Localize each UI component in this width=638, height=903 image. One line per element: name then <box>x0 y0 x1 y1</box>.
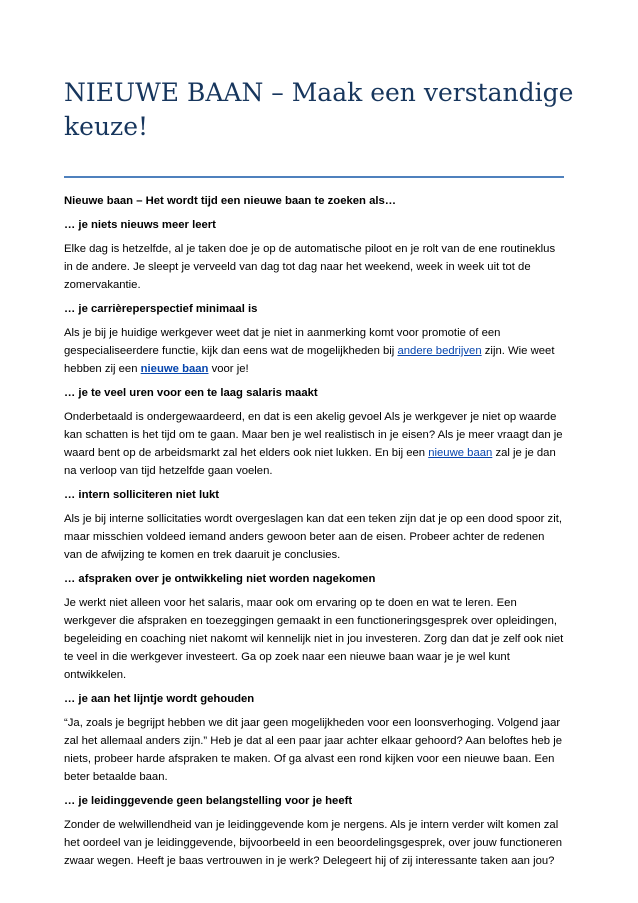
intro-heading: Nieuwe baan – Het wordt tijd een nieuwe baan te zoeken als… <box>64 195 397 207</box>
link-nieuwe-baan-bold[interactable]: nieuwe baan <box>140 363 209 375</box>
section-body-3-text-a: Onderbetaald is ondergewaardeerd, en dat is een akelig gevoel Als je werkgever je niet op waarde kan schatten is het tijd om te gaan. Maar ben je wel realistisch in je eisen? Als je meer vraagt dan je waard bent op de arbeidsmarkt zal het elders ook niet lukken. En bij een <box>64 411 563 459</box>
section-body-3 <box>64 408 564 480</box>
section-body-6: “Ja, zoals je begrijpt hebben we dit jaar geen mogelijkheden voor een loonsverhoging. Volgend jaar zal het allemaal anders zijn.” Heb je dat al een paar jaar achter elkaar gehoord? Aan beloftes heb je niets, probeer harde afspraken te maken. Of ga alvast een rond kijken voor een nieuwe baan. Een beter betaalde baan. <box>64 717 563 783</box>
section-body-4: Als je bij interne sollicitaties wordt overgeslagen kan dat een teken zijn dat je op een dood spoor zit, maar misschien voldeed iemand anders gewoon beter aan de eisen. Probeer achter de redenen van de afwijzing te komen en trek daaruit je conclusies. <box>64 513 562 561</box>
section-body-2-text-b: zijn. Wie weet hebben zij een <box>64 345 555 375</box>
section-heading-1: … je niets nieuws meer leert <box>64 219 216 231</box>
section-heading-5: … afspraken over je ontwikkeling niet worden nagekomen <box>64 573 376 585</box>
section-body-7: Zonder de welwillendheid van je leidinggevende kom je nergens. Als je intern verder wilt komen zal het oordeel van je leidinggevende, bijvoorbeeld in een beoordelingsgesprek, over jouw functioneren zwaar wegen. Heeft je baas vertrouwen in je werk? Delegeert hij of zij interessante taken aan jou? <box>64 819 563 867</box>
section-body-2-text-c: voor je! <box>208 363 249 375</box>
link-andere-bedrijven[interactable]: andere bedrijven <box>397 345 482 357</box>
article-body <box>64 192 564 876</box>
section-heading-3: … je te veel uren voor een te laag salaris maakt <box>64 387 318 399</box>
section-heading-6: … je aan het lijntje wordt gehouden <box>64 693 255 705</box>
section-body-5: Je werkt niet alleen voor het salaris, maar ook om ervaring op te doen en wat te leren. Een werkgever die afspraken en toezeggingen gemaakt in een functioneringsgesprek over opleidingen, begeleiding en coaching niet nakomt wil kennelijk niet in jou investeren. Zorg dan dat je zelf ook niet te veel in die werkgever investeert. Ga op zoek naar een nieuwe baan waar je je wel kunt ontwikkelen. <box>64 597 564 681</box>
section-body-2-text-a: Als je bij je huidige werkgever weet dat je niet in aanmerking komt voor promotie of een gespecialiseerdere functie, kijk dan eens wat de mogelijkheden bij <box>64 327 501 357</box>
link-nieuwe-baan[interactable]: nieuwe baan <box>428 447 493 459</box>
section-heading-4: … intern solliciteren niet lukt <box>64 489 220 501</box>
section-body-1: Elke dag is hetzelfde, al je taken doe je op de automatische piloot en je rolt van de ene routineklus in de andere. Je sleept je verveeld van dag tot dag naar het weekend, week in week uit tot de zomervakantie. <box>64 243 556 291</box>
title-divider <box>64 176 564 178</box>
section-body-2 <box>64 324 564 378</box>
page-title: NIEUWE BAAN – Maak een verstandige keuze! <box>64 78 574 141</box>
section-body-3-text-b: zal je je dan na verloop van tijd hetzelfde gaan voelen. <box>64 447 556 477</box>
section-heading-7: … je leidinggevende geen belangstelling voor je heeft <box>64 795 353 807</box>
section-heading-2: … je carrièreperspectief minimaal is <box>64 303 258 315</box>
